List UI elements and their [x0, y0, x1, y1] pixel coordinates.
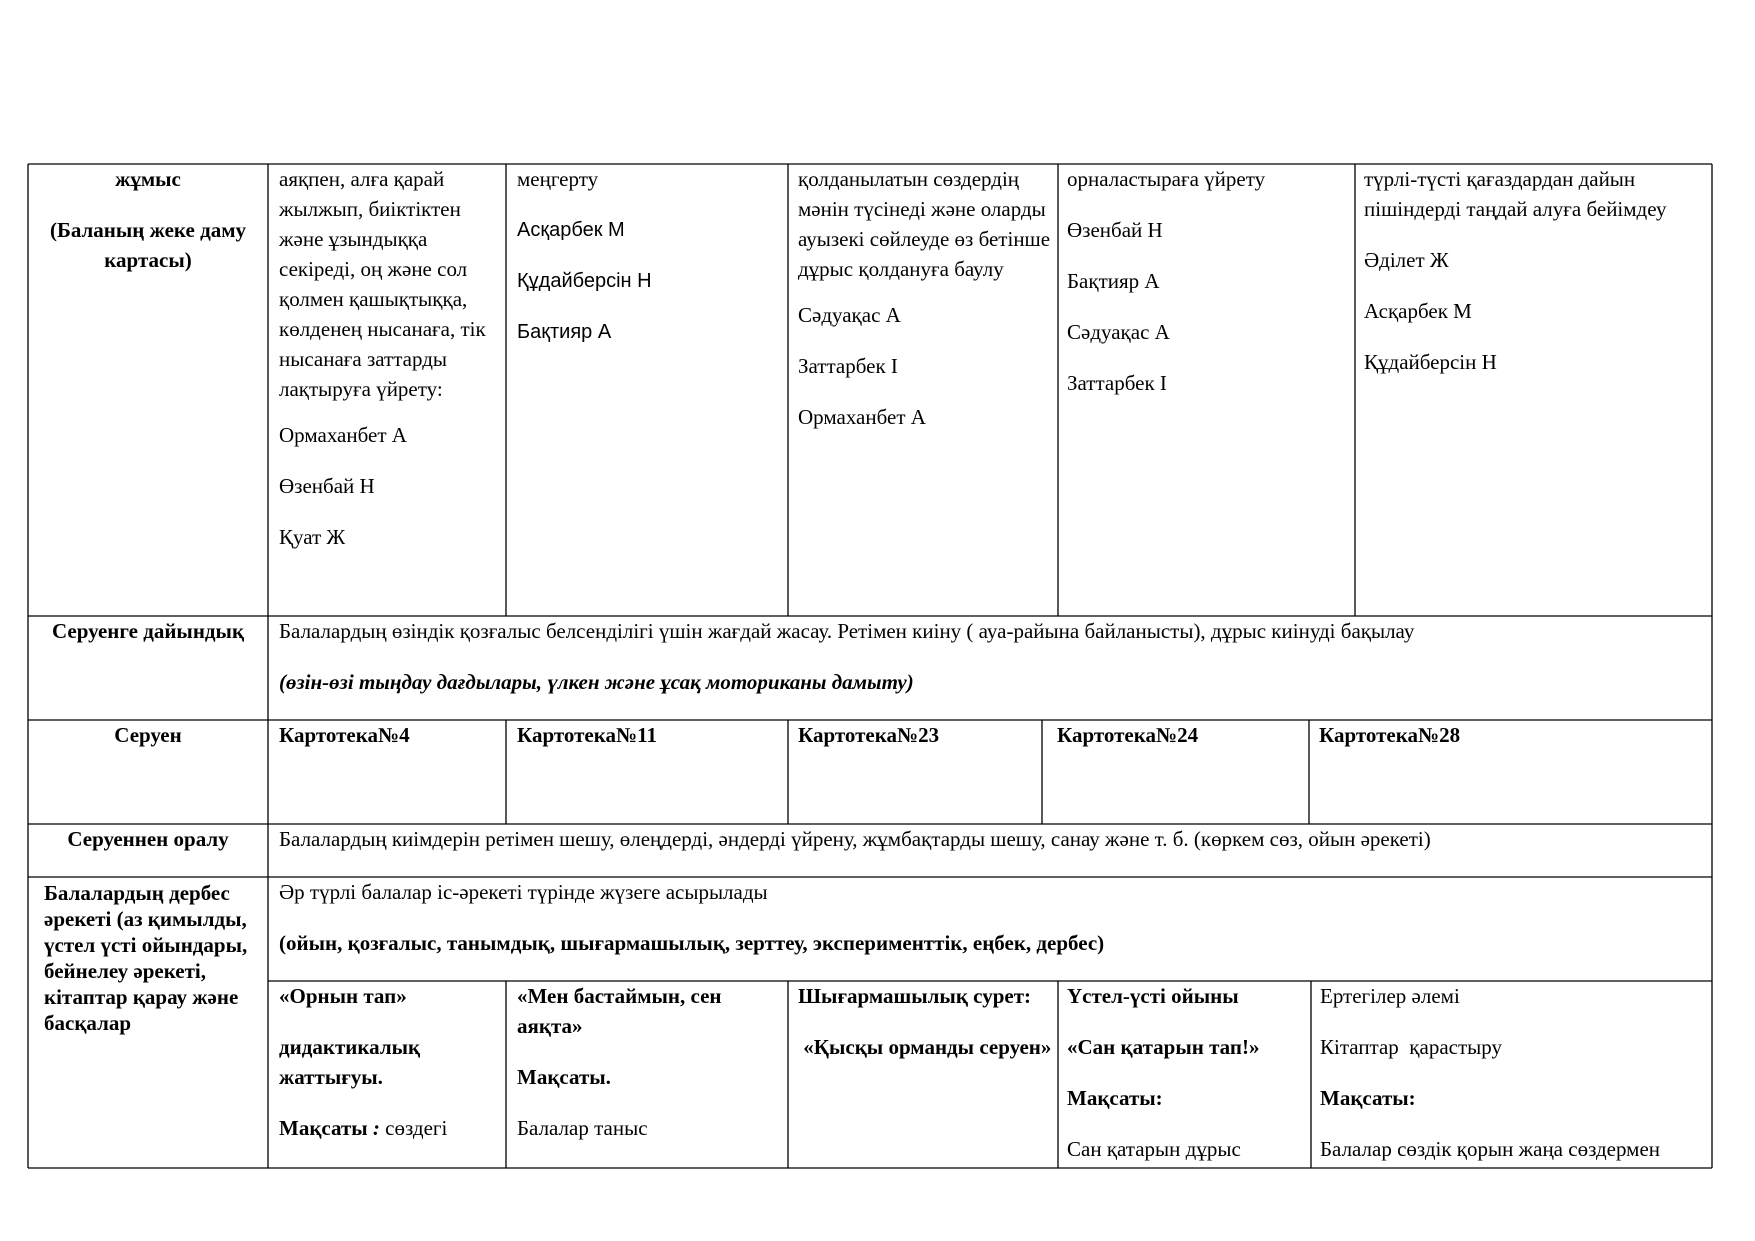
- child-name: Заттарбек І: [1067, 371, 1167, 395]
- game-title: Үстел-үсті ойыны: [1067, 984, 1239, 1008]
- individual-work-col1: [279, 164, 501, 573]
- child-name: Асқарбек М: [517, 219, 625, 241]
- walk-card: Картотека№4: [279, 723, 410, 747]
- child-name: Бақтияр А: [1067, 269, 1160, 293]
- individual-work-col2-text: меңгерту: [517, 167, 599, 191]
- goal-label: Мақсаты:: [1067, 1086, 1163, 1110]
- individual-work-col4-text: орналастыраға үйрету: [1067, 167, 1266, 191]
- child-name: Бақтияр А: [517, 321, 612, 343]
- individual-work-label-line1: жұмыс: [115, 167, 181, 191]
- child-name: Ормаханбет А: [279, 423, 407, 447]
- walk-card: Картотека№23: [798, 723, 940, 747]
- game-title: Ертегілер әлемі: [1320, 984, 1460, 1008]
- individual-work-col3: [798, 164, 1056, 453]
- individual-work-label-line2: (Баланың жеке даму картасы): [49, 218, 247, 272]
- goal-text: сөздегі: [385, 1116, 448, 1140]
- individual-work-col5-text: түрлі-түсті қағаздардан дайын пішіндерді таңдай алуға бейімдеу: [1364, 167, 1667, 221]
- game-subtitle: «Қысқы орманды серуен»: [798, 1035, 1052, 1059]
- child-name: Құдайберсін Н: [1364, 350, 1497, 374]
- walk-prep-text: Балалардың өзіндік қозғалыс белсенділігі үшін жағдай жасау. Ретімен киіну ( ауа-райына байланысты), дұрыс киінуді бақылау: [279, 619, 1415, 643]
- independent-label: Балалардың дербес әрекеті (аз қимылды, үстел үсті ойындары, бейнелеу әрекеті, кітаптар қарау және басқалар: [44, 881, 248, 1035]
- independent-col3: [798, 981, 1056, 1083]
- individual-work-col1-text: аяқпен, алға қарай жылжып, биіктіктен және ұзындыққа секіреді, оң және сол қолмен қашықтыққа, көлденең нысанаға, тік нысанаға заттарды лақтыруға үйрету:: [279, 167, 486, 401]
- game-title: «Орнын тап»: [279, 984, 407, 1008]
- walk-card: Картотека№28: [1319, 723, 1461, 747]
- goal-label: Мақсаты:: [1320, 1086, 1416, 1110]
- goal-label: Мақсаты: [279, 1116, 368, 1140]
- walk-label: Серуен: [114, 723, 182, 747]
- individual-work-label: [40, 164, 256, 275]
- game-title: «Мен бастаймын, сен аяқта»: [517, 984, 722, 1038]
- individual-work-col3-text: қолданылатын сөздердің мәнін түсінеді және оларды ауызекі сөйлеуде өз бетінше дұрыс қолдануға баулу: [798, 167, 1051, 281]
- independent-col2: [517, 981, 779, 1164]
- game-subtitle: Кітаптар қарастыру: [1320, 1035, 1502, 1059]
- child-name: Асқарбек М: [1364, 299, 1472, 323]
- independent-col4: [1067, 981, 1307, 1185]
- game-title: Шығармашылық сурет:: [798, 984, 1032, 1008]
- child-name: Әділет Ж: [1364, 248, 1449, 272]
- individual-work-col5: [1364, 164, 1704, 398]
- walk-prep-label: Серуенге дайындық: [51, 619, 245, 643]
- child-name: Өзенбай Н: [1067, 218, 1163, 242]
- goal-text: Балалар сөздік қорын жаңа сөздермен: [1320, 1137, 1661, 1161]
- goal-label: Мақсаты.: [517, 1065, 611, 1089]
- walk-prep-content: [279, 616, 1704, 718]
- child-name: Өзенбай Н: [279, 474, 375, 498]
- walk-return-text: Балалардың киімдерін ретімен шешу, өлеңдерді, әндерді үйрену, жұмбақтарды шешу, санау және т. б. (көркем сөз, ойын әрекеті): [279, 827, 1431, 851]
- game-subtitle: «Сан қатарын тап!»: [1067, 1035, 1260, 1059]
- independent-content: [279, 877, 1704, 979]
- goal-separator: :: [367, 1116, 386, 1140]
- independent-col1: [279, 981, 501, 1164]
- walk-prep-note: (өзін-өзі тыңдау дағдылары, үлкен және ұсақ моториканы дамыту): [279, 670, 914, 694]
- independent-text: Әр түрлі балалар іс-әрекеті түрінде жүзеге асырылады: [279, 880, 768, 904]
- walk-card: Картотека№11: [517, 723, 657, 747]
- child-name: Қуат Ж: [279, 525, 346, 549]
- walk-card: Картотека№24: [1057, 723, 1199, 747]
- game-subtitle: дидактикалық жаттығуы.: [279, 1035, 421, 1089]
- child-name: Ормаханбет А: [798, 405, 926, 429]
- walk-return-label: Серуеннен оралу: [67, 827, 229, 851]
- independent-col5: [1320, 981, 1708, 1185]
- independent-note: (ойын, қозғалыс, танымдық, шығармашылық, зерттеу, эксперименттік, еңбек, дербес): [279, 931, 1105, 955]
- goal-text: Сан қатарын дұрыс: [1067, 1137, 1241, 1161]
- child-name: Құдайберсін Н: [517, 270, 652, 292]
- individual-work-col4: [1067, 164, 1351, 419]
- child-name: Сәдуақас А: [1067, 320, 1170, 344]
- child-name: Сәдуақас А: [798, 303, 901, 327]
- child-name: Заттарбек І: [798, 354, 898, 378]
- goal-text: Балалар таныс: [517, 1116, 648, 1140]
- game-goal: [279, 1113, 501, 1143]
- individual-work-col2: [517, 164, 779, 368]
